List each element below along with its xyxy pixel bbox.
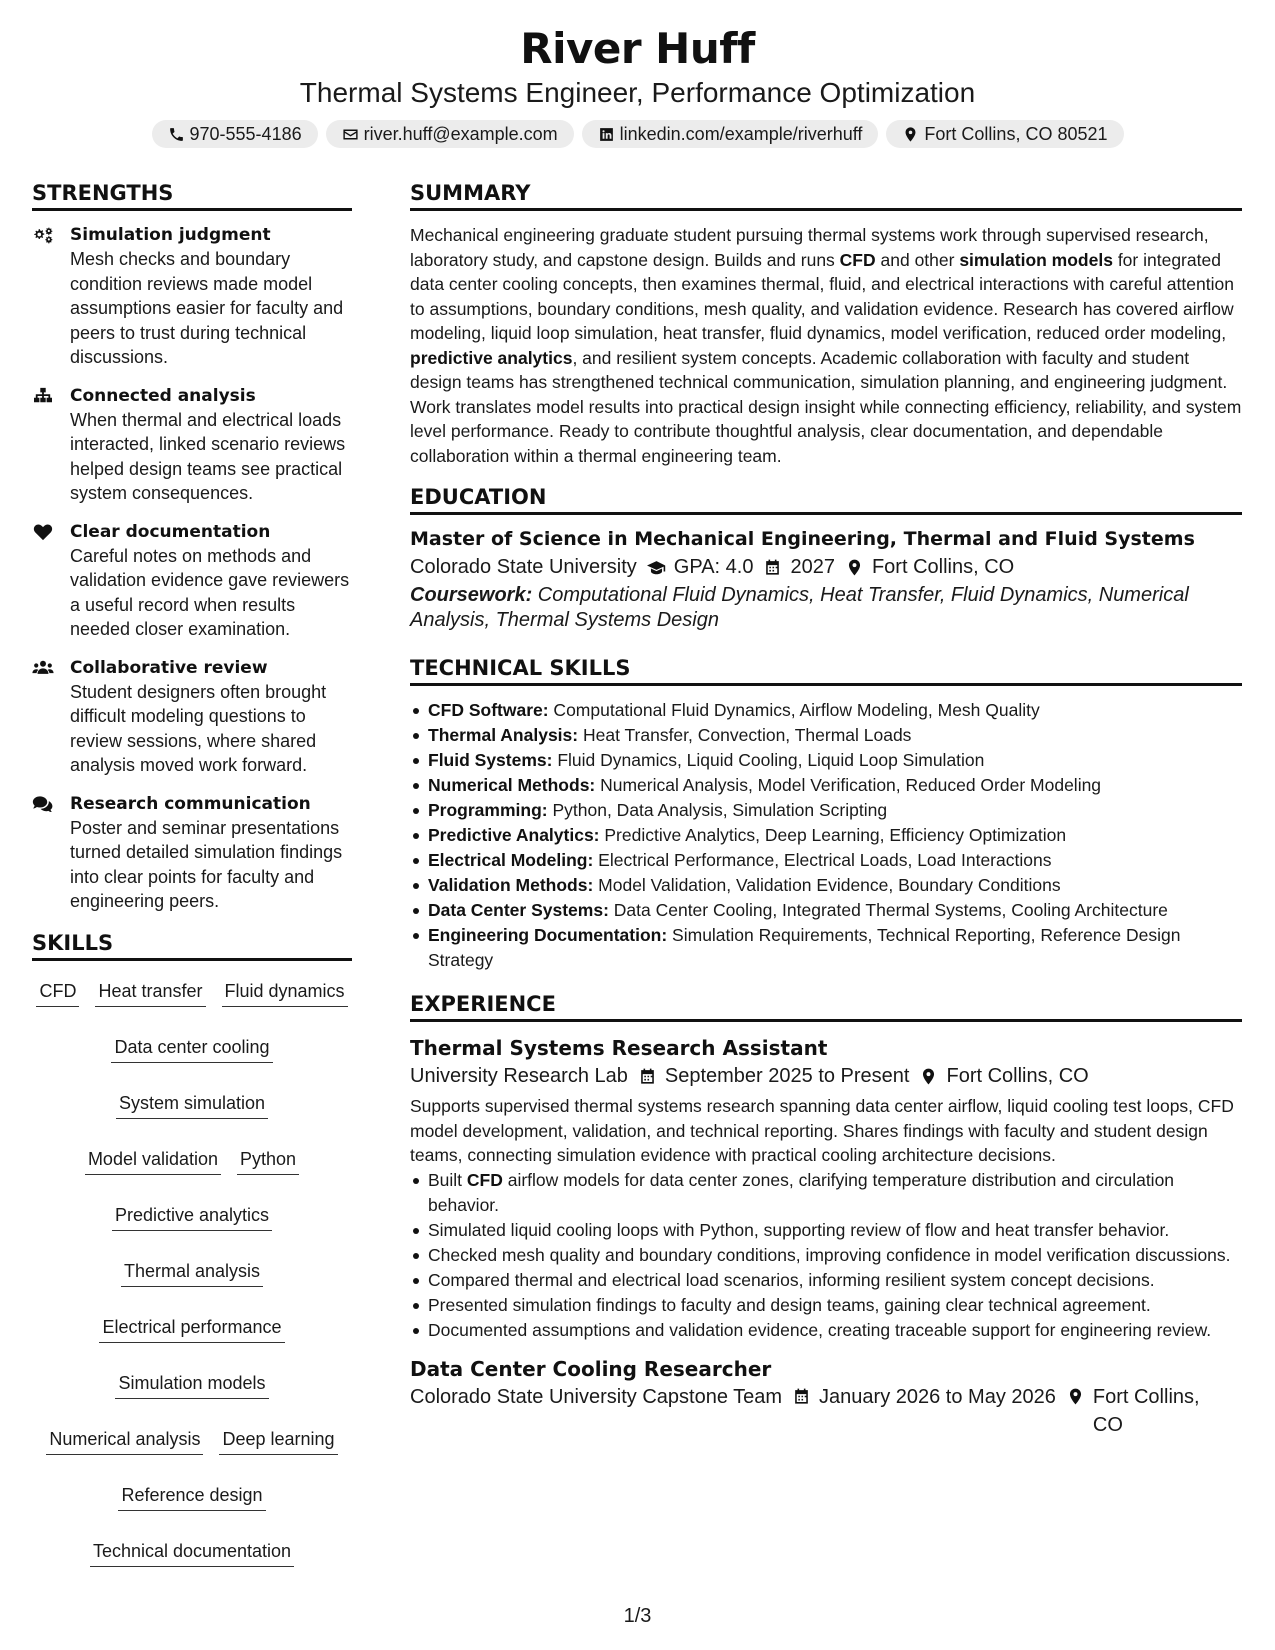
list-item: Data Center Systems: Data Center Cooling, Integrated Thermal Systems, Cooling Architecture [410, 898, 1242, 923]
job-meta [410, 1062, 1242, 1090]
job-meta [410, 1383, 1242, 1439]
list-item: Thermal Analysis: Heat Transfer, Convection, Thermal Loads [410, 723, 1242, 748]
list-item: Programming: Python, Data Analysis, Simulation Scripting [410, 798, 1242, 823]
envelope-icon [342, 126, 359, 143]
job-title: Data Center Cooling Researcher [410, 1356, 772, 1381]
calendar-icon [792, 1387, 811, 1406]
gpa: GPA: 4.0 [673, 556, 754, 578]
candidate-title: Thermal Systems Engineer, Performance Optimization [299, 77, 976, 108]
list-item: Engineering Documentation: Simulation Requirements, Technical Reporting, Reference Design Strategy [410, 923, 1242, 973]
strength-item: Research communication Poster and seminar presentations turned detailed simulation findings into clear points for faculty and engineering peers. [32, 792, 352, 914]
contact-linkedin[interactable]: linkedin.com/example/riverhuff [582, 120, 879, 148]
skill-tag: System simulation [116, 1091, 268, 1119]
location-pin-icon [902, 126, 919, 143]
job-org: Colorado State University Capstone Team [410, 1385, 783, 1408]
school-location: Fort Collins, CO [871, 556, 1015, 578]
strength-item: Collaborative review Student designers often brought difficult modeling questions to review sessions, where shared analysis moved work forward. [32, 656, 352, 778]
job-summary: Supports supervised thermal systems research spanning data center airflow, liquid cooling test loops, CFD model development, validation, and technical reporting. Shares findings with faculty and student design teams, connecting simulation evidence with practical cooling architecture decisions. [410, 1096, 1234, 1165]
graduation-cap-icon [647, 558, 666, 577]
summary-heading: SUMMARY [410, 178, 1242, 211]
job-org: University Research Lab [410, 1065, 628, 1087]
skill-tag: Deep learning [219, 1427, 337, 1455]
skills-heading: SKILLS [32, 928, 352, 961]
sitemap-icon [32, 387, 54, 405]
skill-tag: Model validation [85, 1147, 221, 1175]
contact-location: Fort Collins, CO 80521 [886, 120, 1123, 148]
technical-skills-heading: TECHNICAL SKILLS [410, 653, 1242, 686]
calendar-icon [638, 1067, 657, 1086]
experience-heading: EXPERIENCE [410, 989, 1242, 1022]
strength-item: Connected analysis When thermal and electrical loads interacted, linked scenario reviews helped design teams see practical system consequences. [32, 384, 352, 506]
list-item: CFD Software: Computational Fluid Dynamics, Airflow Modeling, Mesh Quality [410, 698, 1242, 723]
contact-phone[interactable]: 970-555-4186 [152, 120, 318, 148]
skill-tag: Fluid dynamics [222, 979, 348, 1007]
skill-tag: Technical documentation [90, 1539, 294, 1567]
grad-year: 2027 [790, 556, 835, 578]
degree-title: Master of Science in Mechanical Engineering, Thermal and Fluid Systems [410, 528, 1195, 550]
list-item: Validation Methods: Model Validation, Validation Evidence, Boundary Conditions [410, 873, 1242, 898]
list-item: Compared thermal and electrical load scenarios, informing resilient system concept decisions. [410, 1268, 1242, 1293]
job-dates: January 2026 to May 2026 [819, 1385, 1056, 1408]
strength-item: Simulation judgment Mesh checks and boundary condition reviews made model assumptions easier for faculty and peers to trust during technical discussions. [32, 223, 352, 370]
right-column [410, 178, 1242, 1439]
gears-icon [32, 226, 54, 244]
list-item: Presented simulation findings to faculty and design teams, gaining clear technical agreement. [410, 1293, 1242, 1318]
coursework: Coursework: Computational Fluid Dynamics, Heat Transfer, Fluid Dynamics, Numerical Analysis, Thermal Systems Design [410, 584, 1189, 631]
skill-tag: Python [237, 1147, 299, 1175]
list-item: Simulated liquid cooling loops with Python, supporting review of flow and heat transfer behavior. [410, 1218, 1242, 1243]
strengths-heading: STRENGTHS [32, 178, 352, 211]
location-pin-icon [919, 1067, 938, 1086]
skill-tag: Electrical performance [99, 1315, 284, 1343]
location-pin-icon [845, 558, 864, 577]
job-location: Fort Collins, CO [1092, 1385, 1200, 1436]
linkedin-icon [598, 126, 615, 143]
list-item: Built CFD airflow models for data center zones, clarifying temperature distribution and circulation behavior. [410, 1168, 1242, 1218]
resume-header [0, 0, 1275, 148]
skill-tag: Predictive analytics [112, 1203, 272, 1231]
job-location: Fort Collins, CO [946, 1065, 1089, 1087]
school-name: Colorado State University [410, 556, 637, 578]
list-item: Predictive Analytics: Predictive Analytics, Deep Learning, Efficiency Optimization [410, 823, 1242, 848]
comments-icon [32, 795, 54, 813]
skill-tag: Thermal analysis [121, 1259, 263, 1287]
job-entry [410, 1034, 1242, 1343]
education-meta [410, 553, 1242, 581]
skill-tag: Heat transfer [95, 979, 205, 1007]
heart-icon [32, 523, 54, 541]
phone-icon [168, 126, 185, 143]
skill-tag: Data center cooling [111, 1035, 272, 1063]
list-item: Electrical Modeling: Electrical Performance, Electrical Loads, Load Interactions [410, 848, 1242, 873]
skill-tag: Simulation models [115, 1371, 268, 1399]
contact-email[interactable]: river.huff@example.com [326, 120, 574, 148]
list-item: Numerical Methods: Numerical Analysis, Model Verification, Reduced Order Modeling [410, 773, 1242, 798]
job-entry [410, 1355, 1242, 1439]
summary-text: Mechanical engineering graduate student pursuing thermal systems work through supervised research, laboratory study, and capstone design. Builds and runs CFD and other simulation models for integrated data center cooling concepts, then examines thermal, fluid, and electrical interactions with careful attention to assumptions, boundary conditions, mesh quality, and validation evidence. Research has covered airflow modeling, liquid loop simulation, heat transfer, fluid dynamics, model verification, reduced order modeling, predictive analytics, and resilient system concepts. Academic collaboration with faculty and student design teams has strengthened technical communication, simulation planning, and engineering judgment. Work translates model results into practical design insight while connecting efficiency, reliability, and system level performance. Ready to contribute thoughtful analysis, clear documentation, and dependable collaboration within a thermal engineering team. [410, 225, 1242, 466]
skill-tag: CFD [36, 979, 79, 1007]
technical-skills-list [410, 698, 1242, 973]
list-item: Fluid Systems: Fluid Dynamics, Liquid Cooling, Liquid Loop Simulation [410, 748, 1242, 773]
skills-cloud [32, 975, 352, 1567]
page-number: 1/3 [623, 1605, 652, 1627]
candidate-name: River Huff [520, 24, 755, 73]
contact-bar [0, 120, 1275, 148]
calendar-icon [763, 558, 782, 577]
location-pin-icon [1066, 1387, 1085, 1406]
job-bullets [410, 1168, 1242, 1343]
education-heading: EDUCATION [410, 482, 1242, 515]
users-icon [32, 659, 54, 677]
list-item: Checked mesh quality and boundary conditions, improving confidence in model verification discussions. [410, 1243, 1242, 1268]
left-column [32, 178, 352, 1567]
skill-tag: Reference design [118, 1483, 265, 1511]
skill-tag: Numerical analysis [46, 1427, 203, 1455]
job-dates: September 2025 to Present [664, 1065, 910, 1087]
job-title: Thermal Systems Research Assistant [410, 1036, 828, 1060]
list-item: Documented assumptions and validation evidence, creating traceable support for engineering review. [410, 1318, 1242, 1343]
strength-item: Clear documentation Careful notes on methods and validation evidence gave reviewers a useful record when results needed closer examination. [32, 520, 352, 642]
